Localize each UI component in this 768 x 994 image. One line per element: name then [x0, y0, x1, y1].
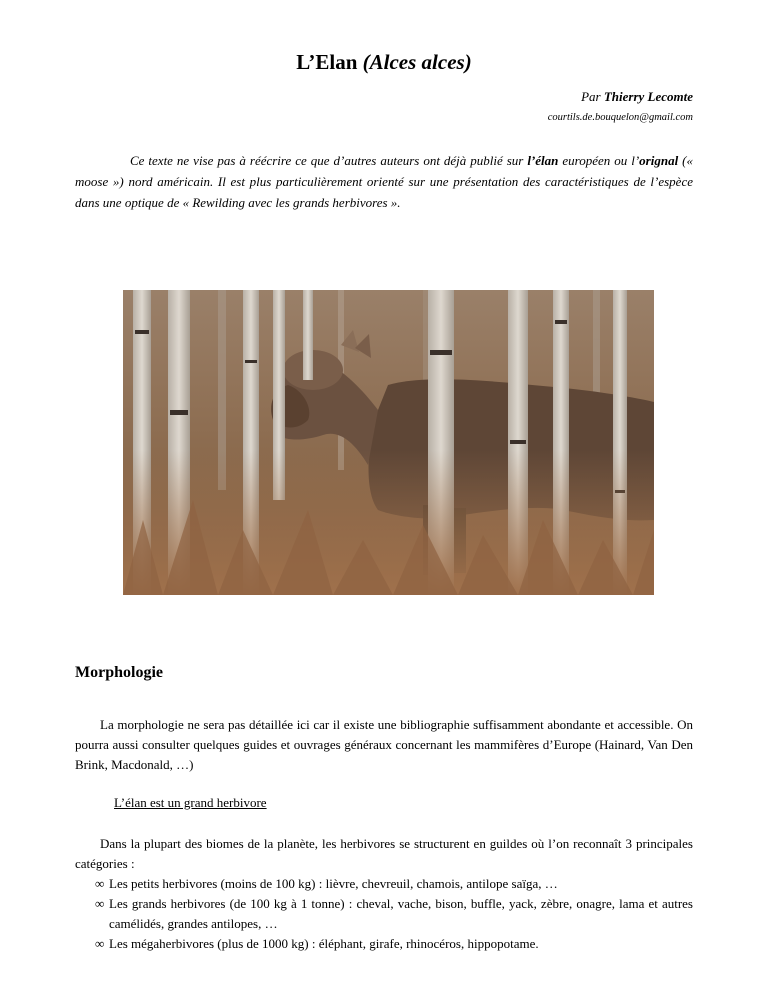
intro-part-3: (« moose ») nord américain. Il est plus particulièrement orienté sur une présentation des caractéristiques de l’espèce dans une optique de « Rewilding avec les grands herbivores ». [75, 153, 693, 210]
author-name: Thierry Lecomte [603, 89, 693, 104]
list-item [95, 894, 693, 934]
intro-orignal: orignal [639, 153, 679, 168]
intro-paragraph [75, 150, 693, 213]
intro-elan: l’élan [527, 153, 559, 168]
list-item-text: Les mégaherbivores (plus de 1000 kg) : éléphant, girafe, rhinocéros, hippopotame. [109, 936, 539, 951]
list-item-text: Les grands herbivores (de 100 kg à 1 tonne) : cheval, vache, bison, buffle, yack, zèbre, onagre, lama et autres camélidés, grandes antilopes, … [109, 896, 693, 931]
title-main: L’Elan [296, 50, 363, 74]
guild-paragraph: Dans la plupart des biomes de la planète, les herbivores se structurent en guildes où l’on reconnaît 3 principales catégories : [75, 836, 693, 871]
title-latin-name: (Alces alces) [362, 50, 472, 74]
list-item [95, 934, 693, 954]
herbivore-category-list [95, 874, 693, 954]
author-prefix: Par [581, 89, 604, 104]
author-line [581, 89, 693, 105]
list-item [95, 874, 693, 894]
morphology-paragraph: La morphologie ne sera pas détaillée ici car il existe une bibliographie suffisamment abondante et accessible. On pourra aussi consulter quelques guides et ouvrages généraux concernant les mammifères d’Europe (Hainard, Van Den Brink, Macdonald, …) [75, 717, 693, 772]
list-item-text: Les petits herbivores (moins de 100 kg) : lièvre, chevreuil, chamois, antilope saïga, … [109, 876, 558, 891]
moose-photo [123, 290, 654, 595]
infinity-bullet-icon: ∞ [95, 876, 105, 891]
infinity-bullet-icon: ∞ [95, 936, 105, 951]
document-title [0, 50, 768, 75]
section-heading-morphologie: Morphologie [75, 664, 163, 681]
intro-part-1: Ce texte ne vise pas à réécrire ce que d’autres auteurs ont déjà publié sur [130, 153, 528, 168]
subheading-grand-herbivore: L’élan est un grand herbivore [114, 795, 267, 810]
infinity-bullet-icon: ∞ [95, 896, 105, 911]
author-email: courtils.de.bouquelon@gmail.com [547, 112, 693, 123]
intro-part-2: européen ou l’ [558, 153, 640, 168]
